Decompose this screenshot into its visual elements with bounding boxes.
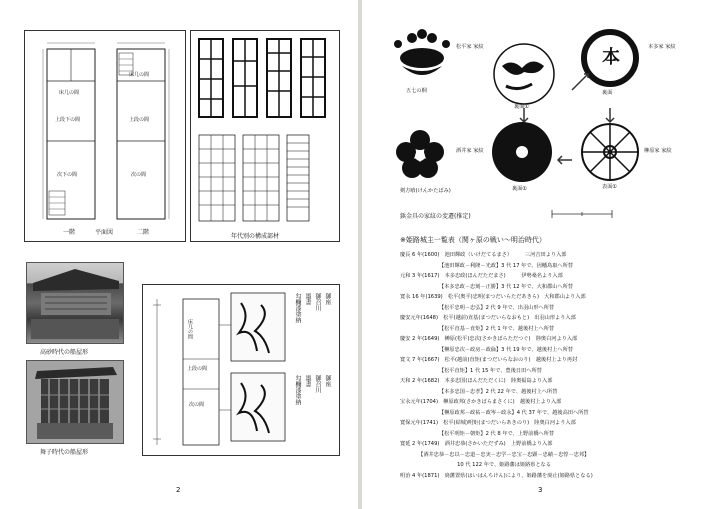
plan-label: 平面図 — [95, 229, 114, 236]
room-label-f1-3: 次下の間 — [57, 172, 78, 178]
kenkatabami-crest — [396, 130, 444, 178]
crest-caption: 鋲金具の家紋の変遷(推定) — [400, 213, 471, 220]
plaque-text-6: 墨書 — [304, 375, 311, 387]
table-row: 【池田輝政－利隆－光政】3 代 17 年で、因幡鳥取へ所替 — [400, 262, 573, 269]
floor-plan-frame — [24, 30, 186, 242]
floor2-label: 二階 — [137, 229, 150, 236]
crest-drawings — [362, 0, 720, 230]
room-label-f2-3: 次の間 — [131, 172, 147, 178]
table-row: 【松平直基－直矩】2 代 1 年で、越後村上へ所替 — [400, 325, 555, 332]
floor1-label: 一階 — [63, 229, 76, 236]
table-row: 【榊原忠次－政房－政倫】3 代 19 年で、越後村上へ所替 — [400, 346, 573, 353]
structure-frames — [190, 30, 340, 242]
honda-hon-char: 本 — [602, 47, 620, 68]
sakakibara-label: 榊原家 家紋 — [644, 148, 672, 154]
table-row: 天和 2 年(1682) 本多忠国(ほんだただくに) 陸奥福島より入部 — [400, 378, 553, 384]
structure-drawing — [191, 31, 339, 241]
inscription-diagram — [142, 284, 340, 456]
table-row: 【松平直矩】1 代 15 年で、豊後日田へ所替 — [400, 367, 542, 374]
table-row: 寛永 16 年(1639) 松平(奥平)忠明(まつだいらただあきら) 大和郡山より入部 — [400, 294, 586, 300]
paulownia-crest — [394, 29, 450, 75]
sakai-crest — [492, 122, 552, 182]
sakakibara-crest — [582, 124, 638, 180]
table-row: 【榊原政邦－政祐－政岑－政永】4 代 37 年で、越後高田へ所替 — [400, 409, 589, 416]
arrow-icon-4 — [558, 156, 572, 164]
table-row: 慶安 2 年(1649) 榊原(松平)忠次(さかきばらただつぐ) 陸奥白河より入部 — [400, 336, 578, 342]
room-label-f1-1: 床几の間 — [59, 90, 80, 96]
table-row: 【本多忠国－忠孝】2 代 22 年で、越後村上へ所替 — [400, 388, 558, 395]
plaque-text-4: 御座 — [324, 293, 331, 305]
table-row: 寛保元年(1741) 松平(結城)明矩(まつだいらあきのり) 陸奥白河より入部 — [400, 420, 576, 426]
boat-house-photo-maiko — [26, 360, 124, 444]
room-label-f1-2: 上段下の間 — [55, 117, 81, 123]
plaque-text-3: 御召川 — [314, 293, 321, 311]
diagram-room-1: 床几の間 — [187, 319, 193, 339]
table-row: 【酒井忠恭－忠以－忠道－忠実－忠学－忠宝－忠顕－忠績－忠惇－忠邦】 — [400, 451, 590, 458]
table-row: 寛延 2 年(1749) 酒井忠恭(さかいただずみ) 上野前橋より入部 — [400, 441, 553, 447]
room-label-f2-1: 床几の間 — [129, 72, 150, 78]
left-page — [0, 0, 358, 509]
ura-label-b: 裏面 — [602, 90, 613, 96]
inscription-drawing — [143, 285, 339, 455]
table-row: 【松平明矩－朝矩】2 代 8 年で、上野前橋へ所替 — [400, 430, 555, 437]
ura-label-d: 裏面① — [512, 186, 528, 192]
matsudaira-crest — [494, 44, 554, 104]
sakai-label: 酒井家 家紋 — [456, 148, 484, 154]
photo2-caption: 舞子時代の船屋形 — [40, 449, 89, 456]
plaque-text-5: 勾欄漆塗納 — [294, 375, 301, 405]
ura-label-a: 裏面① — [514, 104, 530, 110]
goshichi-label: 五七の桐 — [406, 88, 427, 94]
plaque-text-1: 勾欄漆塗納 — [294, 293, 301, 323]
plaque-text-7: 御召川 — [314, 375, 321, 393]
ura-label-c: 表面① — [602, 184, 618, 190]
diagram-room-3: 次の間 — [189, 402, 205, 408]
boat-house-photo-takasago — [26, 262, 124, 344]
arrow-icon-3 — [606, 108, 614, 122]
photo1-caption: 高砂時代の船屋形 — [40, 349, 89, 356]
table-row: 元和 3 年(1617) 本多忠政(ほんだただまさ) 伊勢桑名より入部 — [400, 273, 563, 279]
diagram-room-2: 上段の間 — [187, 366, 208, 372]
frames-caption: 年代別の構成部材 — [231, 233, 280, 240]
room-label-f2-2: 上段の間 — [129, 117, 150, 123]
table-row: 【本多忠政－忠刻－正勝】3 代 12 年で、大和郡山へ所替 — [400, 283, 573, 290]
lords-table-title: ※姫路城主一覧表（関ヶ原の戦い～明治時代） — [400, 236, 546, 244]
table-row: 明治 4 年(1871) 廃藩置県(はいはんちけん)により、姫路藩を廃止(姫路県となる) — [400, 472, 593, 479]
page-number-left: 2 — [176, 486, 181, 494]
table-row: 宝永元年(1704) 榊原政邦(さかきばらまさくに) 越後村上より入部 — [400, 399, 562, 405]
kenkatabami-label: 剣方喰(けんかたばみ) — [400, 188, 451, 194]
table-row: 寛文 7 年(1667) 松平(越前)直矩(まつだいらなおのり) 越後村上より再封 — [400, 357, 578, 363]
page-number-right: 3 — [538, 486, 543, 494]
matsudaira-label: 松平家 家紋 — [456, 44, 484, 50]
arrow-icon-1 — [572, 74, 588, 90]
table-row: 10 代 122 年で、姫路藩は姫路県となる — [400, 462, 552, 468]
right-page — [362, 0, 720, 509]
table-row: 【松平忠明－忠弘】2 代 9 年で、出羽山形へ所替 — [400, 304, 555, 311]
honda-label: 本多家 家紋 — [648, 44, 676, 50]
plaque-text-8: 御座 — [324, 375, 331, 387]
arrow-icon-2 — [520, 108, 528, 122]
table-row: 慶安元年(1648) 松平(越前)直基(まつだいらなおもと) 出羽山形より入部 — [400, 315, 576, 321]
floor-plan-drawing — [25, 31, 185, 241]
table-row: 慶長 6 年(1600) 池田輝政（いけだてるまさ） 三河吉田より入部 — [400, 252, 567, 258]
plaque-text-2: 墨書 — [304, 293, 311, 305]
